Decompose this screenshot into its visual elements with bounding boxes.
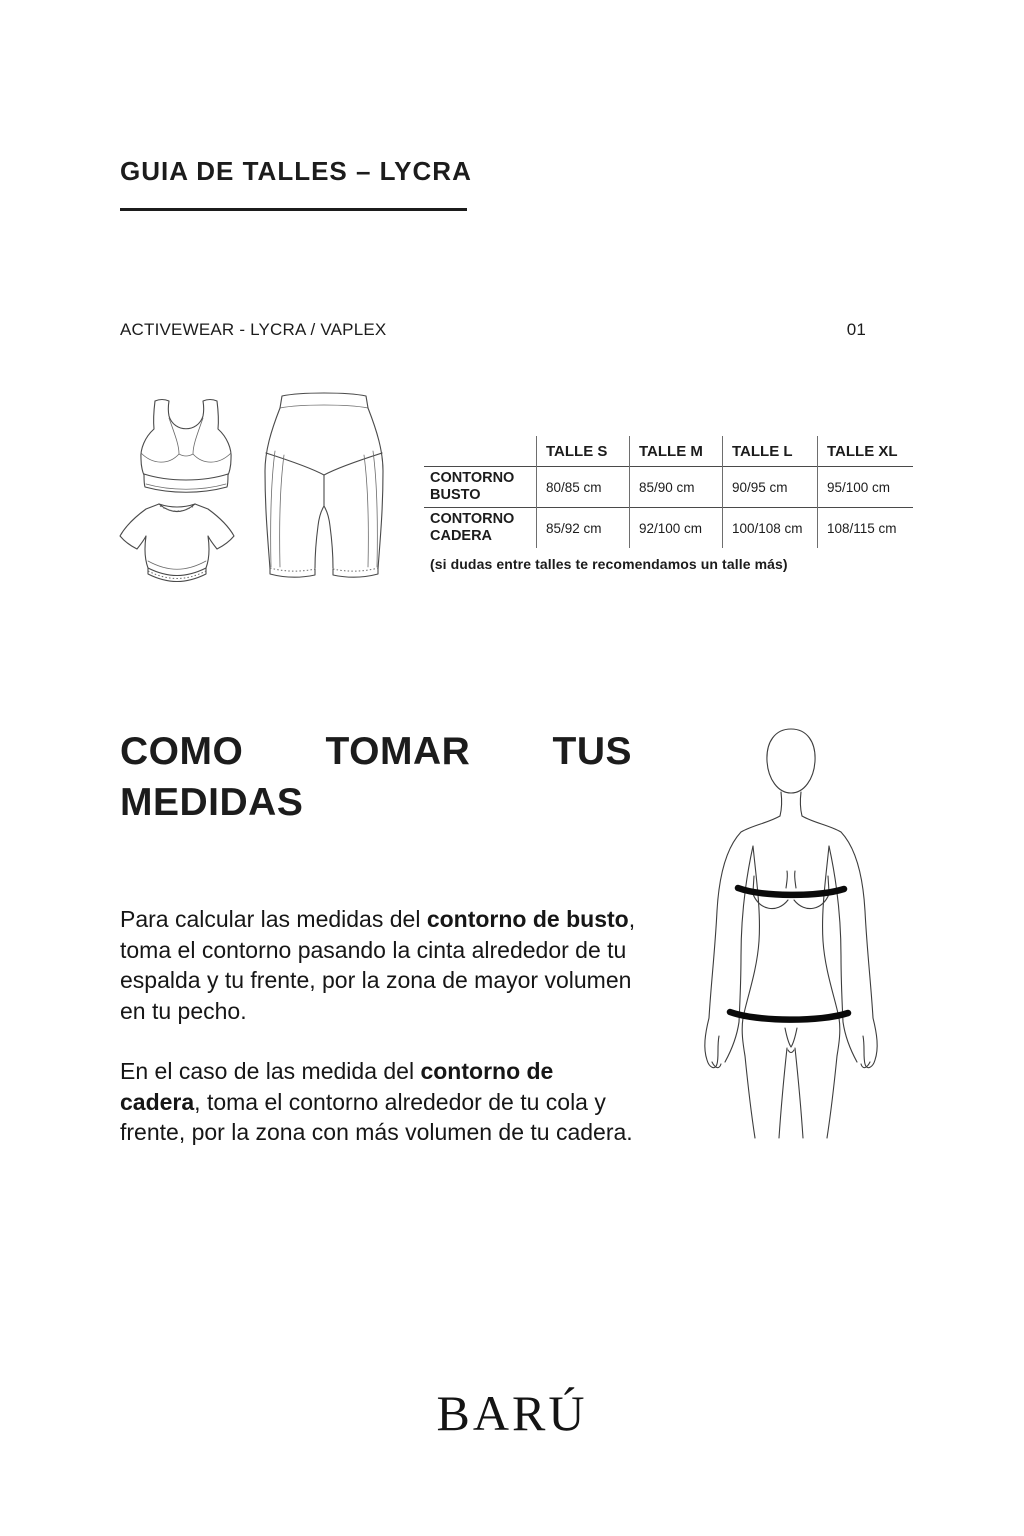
column-header-talle-s: TALLE S xyxy=(537,436,630,467)
cell-cadera-m: 92/100 cm xyxy=(630,508,723,549)
sports-bra-illustration xyxy=(131,397,241,497)
collection-label: ACTIVEWEAR - LYCRA / VAPLEX xyxy=(120,320,387,339)
size-table xyxy=(424,436,913,548)
brand-logo: BARÚ xyxy=(436,1385,588,1441)
paragraph-cadera-text: En el caso de las medida del xyxy=(120,1058,421,1084)
table-row-busto xyxy=(424,467,913,508)
column-header-talle-l: TALLE L xyxy=(723,436,818,467)
row-label-contorno-cadera: CONTORNO CADERA xyxy=(424,508,537,549)
bust-measure-band xyxy=(738,888,844,895)
paragraph-busto xyxy=(120,904,640,1026)
subtitle-row xyxy=(120,320,866,340)
cell-busto-l: 90/95 cm xyxy=(723,467,818,508)
cell-busto-m: 85/90 cm xyxy=(630,467,723,508)
size-table-header-row xyxy=(424,436,913,467)
crop-top-illustration xyxy=(113,500,241,585)
page-number: 01 xyxy=(846,320,866,339)
cell-busto-xl: 95/100 cm xyxy=(818,467,914,508)
paragraph-busto-rest: , toma el contorno pasando la cinta alrededor de tu espalda y tu frente, por la zona de mayor volumen en tu pecho. xyxy=(120,906,636,1024)
paragraph-cadera-bold: contorno de cadera xyxy=(120,1058,554,1115)
table-row-cadera xyxy=(424,508,913,549)
paragraph-busto-bold: contorno de busto xyxy=(426,906,629,932)
row-label-contorno-busto: CONTORNO BUSTO xyxy=(424,467,537,508)
size-note: (si dudas entre talles te recomendamos un talle más) xyxy=(430,556,788,572)
measures-heading: COMO TOMAR TUS MEDIDAS xyxy=(120,730,632,824)
cell-cadera-xl: 108/115 cm xyxy=(818,508,914,549)
column-header-talle-xl: TALLE XL xyxy=(818,436,914,467)
paragraph-busto-text: Para calcular las medidas del xyxy=(120,906,427,932)
title-underline xyxy=(120,208,467,211)
page-title: GUIA DE TALLES – LYCRA xyxy=(120,156,472,186)
body-figure-illustration xyxy=(693,726,915,1144)
cell-busto-s: 80/85 cm xyxy=(537,467,630,508)
cell-cadera-s: 85/92 cm xyxy=(537,508,630,549)
paragraph-cadera-rest: , toma el contorno alrededor de tu cola y frente, por la zona con más volumen de tu cadera. xyxy=(120,1088,633,1145)
cell-cadera-l: 100/108 cm xyxy=(723,508,818,549)
hip-measure-band xyxy=(730,1012,848,1020)
size-table-corner-cell xyxy=(424,436,537,467)
column-header-talle-m: TALLE M xyxy=(630,436,723,467)
biker-shorts-illustration xyxy=(251,391,397,583)
paragraph-cadera xyxy=(120,1056,640,1148)
